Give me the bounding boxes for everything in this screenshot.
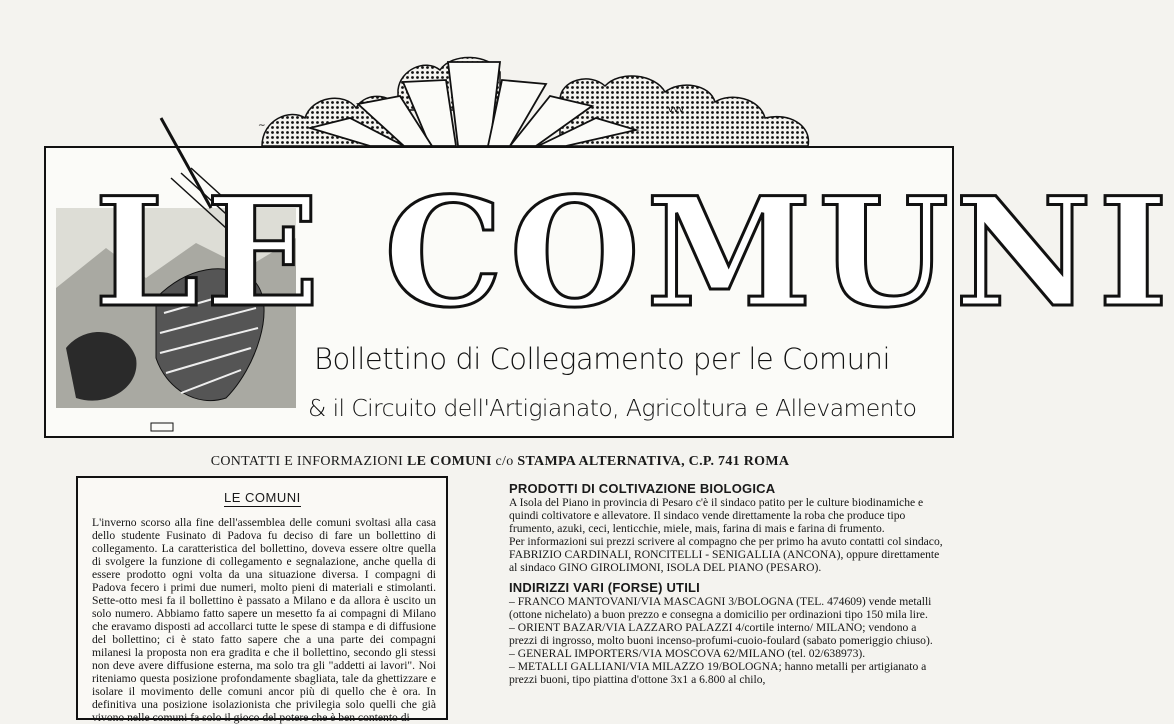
section-heading-organic: PRODOTTI DI COLTIVAZIONE BIOLOGICA: [509, 481, 776, 496]
sunburst-clouds-illustration: [0, 0, 1000, 160]
organic-contact-paragraph: Per informazioni sui prezzi scrivere al compagno che per primo ha avuto contatti col sindaco, FABRIZIO CARDINALI, RONCITELLI - SENIGALLIA (ANCONA), oppure direttamente al sindaco GINO GIROLIMONI, ISOLA DEL PIANO (PESARO).: [509, 535, 943, 574]
right-column: [509, 481, 944, 686]
editorial-title: LE COMUNI: [224, 490, 301, 505]
svg-text:vvv: vvv: [668, 105, 684, 115]
editorial-body: L'inverno scorso alla fine dell'assemblea delle comuni svoltasi alla casa dello studente Fusinato di Padova fu deciso di fare un bollettino di collegamento. La caratteristica del bollettino, doveva essere oltre quella di svolgere la funzione di collegamento e segnalazione, anche quella di essere prodotto ogni volta da una situazione diversa. I compagni di Padova fecero i primi due numeri, molto pieni di materiali e stimolanti. Sette-otto mesi fa il bollettino è passato a Milano e da allora è uscito un solo numero. Abbiamo fatto sapere un mesetto fa ai compagni di Milano che eravamo disposti ad accollarci tutte le spese di stampa e di diffusione del bollettino; ci è stato fatto sapere che a una parte dei compagni milanesi la proposta non era gradita e che il bollettino, secondo gli stessi non deve avere diffusione esterna, ma solo tra gli "addetti ai lavori". Noi riteniamo questa posizione profondamente sbagliata, tale da ghettizzare e isolare il movimento delle comuni ancor più di quello che è ora. In definitiva una posizione isolazionista che privilegia solo quelli che già vivono nelle comuni fa solo il gioco del potere che è ben contento di: [92, 516, 436, 724]
svg-text:~: ~: [258, 121, 266, 131]
masthead-subtitle-line2: & il Circuito dell'Artigianato, Agricoltura e Allevamento: [308, 394, 917, 422]
organic-paragraph: A Isola del Piano in provincia di Pesaro c'è il sindaco patito per le culture biodinamiche e quindi coltivatore e allevatore. Il sindaco vende direttamente la roba che produce tipo frumento, azuki, ceci, lenticchie, miele, mais, farina di mais e farina di frumento.: [509, 496, 924, 535]
contact-address: STAMPA ALTERNATIVA, C.P. 741 ROMA: [517, 454, 790, 469]
section-heading-addresses: INDIRIZZI VARI (FORSE) UTILI: [509, 580, 700, 595]
contact-prefix: CONTATTI E INFORMAZIONI: [210, 454, 404, 469]
address-item: – FRANCO MANTOVANI/VIA MASCAGNI 3/BOLOGNA (TEL. 474609) vende metalli (ottone nichelato) a buon prezzo e consegna a domicilio per ordinazioni tipo 150 mila lire.: [509, 595, 932, 621]
address-item: – GENERAL IMPORTERS/VIA MOSCOVA 62/MILANO (tel. 02/638973).: [509, 647, 866, 660]
editorial-box: [76, 476, 448, 724]
address-item: – METALLI GALLIANI/VIA MILAZZO 19/BOLOGNA; hanno metalli per artigianato a prezzi buoni, tipo piattina d'ottone 3x1 a 6.800 al chilo,: [509, 660, 927, 686]
masthead-title: LE COMUNI: [94, 165, 1174, 341]
masthead-subtitle: Bollettino di Collegamento per le Comuni: [314, 342, 891, 376]
contact-name: LE COMUNI: [406, 454, 492, 469]
contact-co: c/o: [495, 454, 514, 469]
masthead: [44, 146, 1174, 438]
contact-line: [0, 454, 1000, 470]
address-item: – ORIENT BAZAR/VIA LAZZARO PALAZZI 4/cortile interno/ MILANO; vendono a prezzi di ingrosso, molto buoni incenso-profumi-cuoio-foulard (sabato pomeriggio chiuso).: [509, 621, 933, 647]
